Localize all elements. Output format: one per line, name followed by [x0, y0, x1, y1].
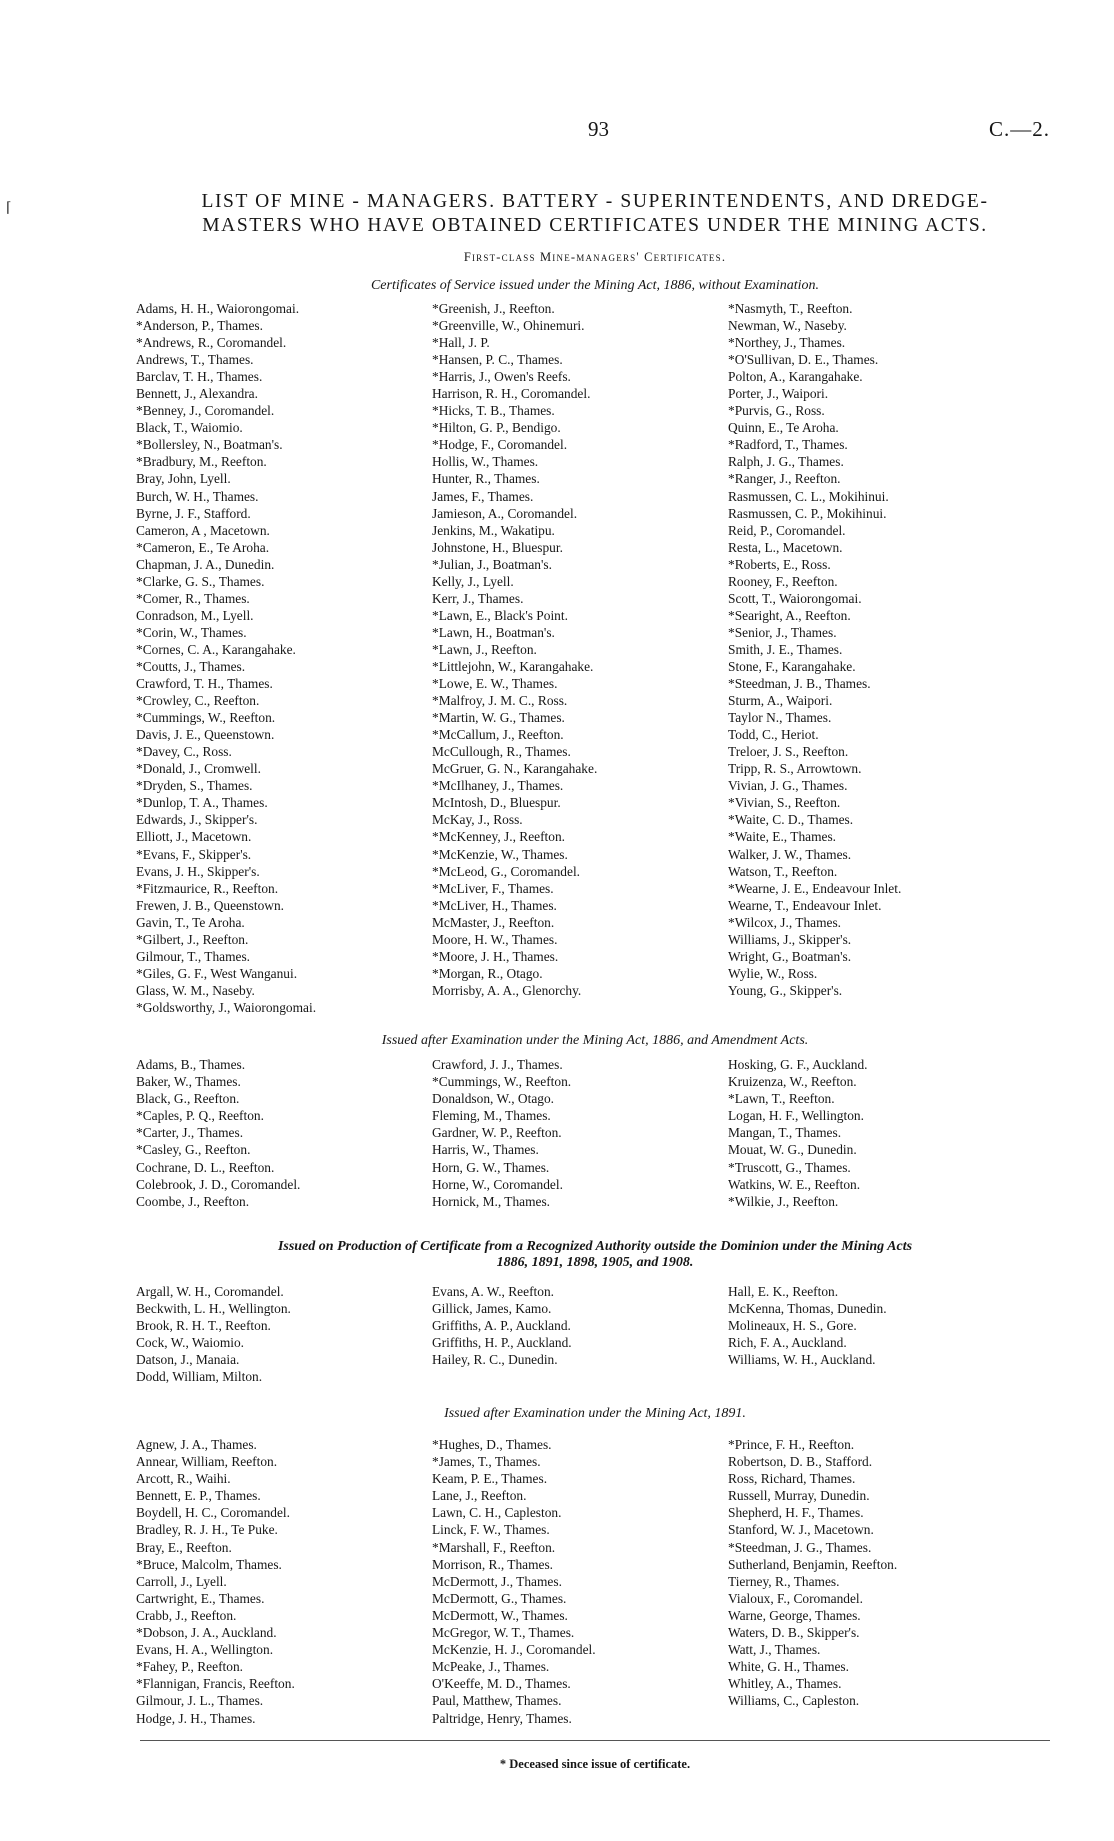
- name-entry: *Flannigan, Francis, Reefton.: [136, 1676, 295, 1692]
- name-entry: Wright, G., Boatman's.: [728, 948, 852, 964]
- name-entry: Walker, J. W., Thames.: [728, 846, 852, 862]
- name-entry: Sutherland, Benjamin, Reefton.: [728, 1556, 898, 1572]
- name-entry: Rich, F. A., Auckland.: [728, 1335, 847, 1351]
- name-entry: McGregor, W. T., Thames.: [432, 1625, 575, 1641]
- name-entry: *Cummings, W., Reefton.: [136, 710, 276, 726]
- name-entry: Burch, W. H., Thames.: [136, 488, 259, 504]
- name-entry: Waters, D. B., Skipper's.: [728, 1625, 860, 1641]
- name-entry: Bennett, J., Alexandra.: [136, 386, 258, 402]
- name-entry: Treloer, J. S., Reefton.: [728, 744, 849, 760]
- name-entry: Conradson, M., Lyell.: [136, 607, 254, 623]
- name-entry: *Waite, E., Thames.: [728, 829, 837, 845]
- name-entry: Mangan, T., Thames.: [728, 1125, 842, 1141]
- name-entry: Barclav, T. H., Thames.: [136, 369, 263, 385]
- name-entry: McDermott, J., Thames.: [432, 1573, 562, 1589]
- name-entry: Evans, A. W., Reefton.: [432, 1284, 554, 1299]
- name-entry: *Fitzmaurice, R., Reefton.: [136, 880, 279, 896]
- name-entry: *Lawn, H., Boatman's.: [432, 624, 555, 640]
- name-entry: Todd, C., Heriot.: [728, 727, 819, 743]
- name-entry: *McLeod, G., Coromandel.: [432, 863, 581, 879]
- name-entry: Logan, H. F., Wellington.: [728, 1108, 864, 1124]
- name-entry: McKenzie, H. J., Coromandel.: [432, 1642, 596, 1658]
- name-entry: Vialoux, F., Coromandel.: [728, 1590, 863, 1606]
- name-entry: *Ranger, J., Reefton.: [728, 471, 841, 487]
- name-entry: Jamieson, A., Coromandel.: [432, 505, 578, 521]
- name-entry: Gardner, W. P., Reefton.: [432, 1125, 562, 1141]
- name-entry: Chapman, J. A., Dunedin.: [136, 556, 275, 572]
- name-entry: McMaster, J., Reefton.: [432, 914, 555, 930]
- name-entry: Paul, Matthew, Thames.: [432, 1693, 562, 1709]
- name-entry: Morrisby, A. A., Glenorchy.: [432, 982, 582, 998]
- name-entry: Ross, Richard, Thames.: [728, 1471, 856, 1487]
- name-entry: Hunter, R., Thames.: [432, 471, 540, 487]
- name-entry: Cartwright, E., Thames.: [136, 1590, 265, 1606]
- name-entry: Bray, John, Lyell.: [136, 471, 231, 487]
- name-entry: Hollis, W., Thames.: [432, 454, 539, 470]
- name-entry: *Goldsworthy, J., Waiorongomai.: [136, 999, 317, 1015]
- name-entry: *Cornes, C. A., Karangahake.: [136, 641, 296, 657]
- name-entry: Morrison, R., Thames.: [432, 1556, 554, 1572]
- name-entry: Hornick, M., Thames.: [432, 1193, 551, 1209]
- name-entry: *Lawn, T., Reefton.: [728, 1091, 835, 1107]
- name-entry: Datson, J., Manaia.: [136, 1352, 240, 1368]
- name-entry: *Malfroy, J. M. C., Ross.: [432, 693, 568, 709]
- name-entry: Bray, E., Reefton.: [136, 1539, 232, 1555]
- name-entry: Rasmussen, C. P., Mokihinui.: [728, 505, 887, 521]
- page-number: 93: [588, 117, 609, 141]
- names-column: [136, 1283, 291, 1386]
- name-entry: *Comer, R., Thames.: [136, 590, 250, 606]
- name-entry: *Bollersley, N., Boatman's.: [136, 437, 283, 453]
- name-entry: Tierney, R., Thames.: [728, 1573, 840, 1589]
- page-header: [140, 117, 1050, 147]
- name-entry: *Martin, W. G., Thames.: [432, 710, 565, 726]
- name-entry: Jenkins, M., Wakatipu.: [432, 522, 555, 538]
- heading-line-2: 1886, 1891, 1898, 1905, and 1908.: [496, 1255, 694, 1270]
- title-line-1: LIST OF MINE - MANAGERS. BATTERY - SUPERINTENDENTS, AND DREDGE-: [201, 191, 989, 212]
- names-column: [432, 1283, 572, 1368]
- name-entry: Mouat, W. G., Dunedin.: [728, 1142, 857, 1158]
- name-entry: Horn, G. W., Thames.: [432, 1159, 550, 1175]
- name-entry: *Marshall, F., Reefton.: [432, 1539, 556, 1555]
- name-entry: *Hughes, D., Thames.: [432, 1437, 552, 1452]
- name-entry: Harris, W., Thames.: [432, 1142, 539, 1158]
- name-entry: *Carter, J., Thames.: [136, 1125, 244, 1141]
- name-entry: *Cummings, W., Reefton.: [432, 1074, 572, 1090]
- name-entry: Paltridge, Henry, Thames.: [432, 1710, 572, 1726]
- name-entry: Black, T., Waiomio.: [136, 420, 243, 436]
- name-entry: *Hilton, G. P., Bendigo.: [432, 420, 561, 436]
- names-column: [432, 1056, 571, 1210]
- name-entry: McIntosh, D., Bluespur.: [432, 795, 561, 811]
- margin-mark: ⌈: [6, 201, 12, 216]
- name-entry: *Evans, F., Skipper's.: [136, 846, 252, 862]
- name-entry: Edwards, J., Skipper's.: [136, 812, 258, 828]
- name-entry: *Cameron, E., Te Aroha.: [136, 539, 270, 555]
- name-entry: White, G. H., Thames.: [728, 1659, 849, 1675]
- name-entry: *Coutts, J., Thames.: [136, 658, 246, 674]
- name-entry: *Fahey, P., Reefton.: [136, 1659, 243, 1675]
- name-entry: *Andrews, R., Coromandel.: [136, 335, 287, 351]
- name-entry: *Bruce, Malcolm, Thames.: [136, 1556, 282, 1572]
- name-entry: *Lawn, J., Reefton.: [432, 641, 537, 657]
- name-entry: *Searight, A., Reefton.: [728, 607, 851, 623]
- footnote: * Deceased since issue of certificate.: [499, 1757, 691, 1771]
- name-entry: Colebrook, J. D., Coromandel.: [136, 1176, 301, 1192]
- name-entry: *Julian, J., Boatman's.: [432, 556, 552, 572]
- name-entry: *Lawn, E., Black's Point.: [432, 607, 568, 623]
- name-entry: Vivian, J. G., Thames.: [728, 778, 848, 794]
- name-entry: Polton, A., Karangahake.: [728, 369, 863, 385]
- name-entry: Arcott, R., Waihi.: [136, 1471, 231, 1487]
- name-entry: Coombe, J., Reefton.: [136, 1193, 250, 1209]
- name-entry: Ralph, J. G., Thames.: [728, 454, 844, 470]
- name-entry: Griffiths, H. P., Auckland.: [432, 1335, 572, 1351]
- name-entry: Wearne, T., Endeavour Inlet.: [728, 897, 882, 913]
- section-heading-recognized-authority: [130, 1239, 1060, 1271]
- name-entry: *Prince, F. H., Reefton.: [728, 1437, 855, 1452]
- names-column: [728, 1436, 897, 1710]
- name-entry: Kelly, J., Lyell.: [432, 573, 514, 589]
- name-entry: Annear, William, Reefton.: [136, 1454, 278, 1470]
- heading-line-1: Issued on Production of Certificate from a Recognized Authority outside the Dominion under the Mining Acts: [277, 1239, 913, 1254]
- name-entry: *Benney, J., Coromandel.: [136, 403, 275, 419]
- name-entry: McDermott, W., Thames.: [432, 1607, 568, 1623]
- name-entry: *Hodge, F., Coromandel.: [432, 437, 568, 453]
- names-column: [728, 1056, 868, 1210]
- name-entry: Frewen, J. B., Queenstown.: [136, 897, 285, 913]
- name-entry: *Casley, G., Reefton.: [136, 1142, 251, 1158]
- name-entry: Davis, J. E., Queenstown.: [136, 727, 275, 743]
- section-heading-service-1886: Certificates of Service issued under the Mining Act, 1886, without Examination.: [370, 278, 820, 293]
- name-entry: Harrison, R. H., Coromandel.: [432, 386, 591, 402]
- name-entry: Gilmour, J. L., Thames.: [136, 1693, 264, 1709]
- name-entry: *Morgan, R., Otago.: [432, 965, 543, 981]
- name-entry: Bennett, E. P., Thames.: [136, 1488, 261, 1504]
- name-entry: McPeake, J., Thames.: [432, 1659, 550, 1675]
- name-entry: *Purvis, G., Ross.: [728, 403, 825, 419]
- name-entry: Rooney, F., Reefton.: [728, 573, 838, 589]
- name-entry: Rasmussen, C. L., Mokihinui.: [728, 488, 889, 504]
- name-entry: Crawford, J. J., Thames.: [432, 1057, 563, 1072]
- name-entry: *Lowe, E. W., Thames.: [432, 676, 558, 692]
- name-entry: Watt, J., Thames.: [728, 1642, 821, 1658]
- name-entry: *Radford, T., Thames.: [728, 437, 848, 453]
- name-entry: *Greenish, J., Reefton.: [432, 301, 555, 316]
- name-entry: *Hicks, T. B., Thames.: [432, 403, 555, 419]
- name-entry: O'Keeffe, M. D., Thames.: [432, 1676, 571, 1692]
- name-entry: Gavin, T., Te Aroha.: [136, 914, 245, 930]
- name-entry: *McLiver, H., Thames.: [432, 897, 557, 913]
- name-entry: Horne, W., Coromandel.: [432, 1176, 563, 1192]
- name-entry: Gilmour, T., Thames.: [136, 948, 251, 964]
- name-entry: *Hansen, P. C., Thames.: [432, 352, 563, 368]
- name-entry: Black, G., Reefton.: [136, 1091, 240, 1107]
- name-entry: McKenna, Thomas, Dunedin.: [728, 1301, 887, 1317]
- names-column: [432, 300, 597, 999]
- name-entry: McDermott, G., Thames.: [432, 1590, 567, 1606]
- name-entry: *Senior, J., Thames.: [728, 624, 837, 640]
- name-entry: *Hall, J. P.: [432, 335, 490, 351]
- name-entry: Molineaux, H. S., Gore.: [728, 1318, 857, 1334]
- name-entry: Andrews, T., Thames.: [136, 352, 254, 368]
- name-entry: *Moore, J. H., Thames.: [432, 948, 559, 964]
- name-entry: Newman, W., Naseby.: [728, 318, 847, 334]
- name-entry: Lawn, C. H., Capleston.: [432, 1505, 562, 1521]
- name-entry: *McIlhaney, J., Thames.: [432, 778, 564, 794]
- name-entry: *Gilbert, J., Reefton.: [136, 931, 249, 947]
- name-entry: Whitley, A., Thames.: [728, 1676, 842, 1692]
- name-entry: *Nasmyth, T., Reefton.: [728, 301, 853, 316]
- name-entry: Elliott, J., Macetown.: [136, 829, 252, 845]
- name-entry: *Caples, P. Q., Reefton.: [136, 1108, 264, 1124]
- name-entry: Tripp, R. S., Arrowtown.: [728, 761, 862, 777]
- name-entry: *McCallum, J., Reefton.: [432, 727, 564, 743]
- name-entry: Watson, T., Reefton.: [728, 863, 838, 879]
- name-entry: Boydell, H. C., Coromandel.: [136, 1505, 290, 1521]
- name-entry: Williams, W. H., Auckland.: [728, 1352, 876, 1368]
- name-entry: Gillick, James, Kamo.: [432, 1301, 552, 1317]
- name-entry: Byrne, J. F., Stafford.: [136, 505, 251, 521]
- name-entry: Baker, W., Thames.: [136, 1074, 241, 1090]
- document-title: [130, 190, 1060, 238]
- name-entry: McKay, J., Ross.: [432, 812, 523, 828]
- name-entry: *Northey, J., Thames.: [728, 335, 846, 351]
- name-entry: Linck, F. W., Thames.: [432, 1522, 550, 1538]
- name-entry: Cock, W., Waiomio.: [136, 1335, 245, 1351]
- name-entry: *Dunlop, T. A., Thames.: [136, 795, 268, 811]
- names-column: [728, 300, 901, 999]
- name-entry: Robertson, D. B., Stafford.: [728, 1454, 873, 1470]
- name-entry: Hailey, R. C., Dunedin.: [432, 1352, 558, 1368]
- name-entry: Quinn, E., Te Aroha.: [728, 420, 839, 436]
- name-entry: *Crowley, C., Reefton.: [136, 693, 260, 709]
- name-entry: *Wilkie, J., Reefton.: [728, 1193, 839, 1209]
- name-entry: Dodd, William, Milton.: [136, 1369, 263, 1385]
- name-entry: *Anderson, P., Thames.: [136, 318, 263, 334]
- name-entry: *McLiver, F., Thames.: [432, 880, 554, 896]
- name-entry: Beckwith, L. H., Wellington.: [136, 1301, 291, 1317]
- name-entry: *McKenzie, W., Thames.: [432, 846, 568, 862]
- name-entry: Hall, E. K., Reefton.: [728, 1284, 839, 1299]
- name-entry: Cameron, A , Macetown.: [136, 522, 270, 538]
- name-entry: *Roberts, E., Ross.: [728, 556, 831, 572]
- name-entry: *Waite, C. D., Thames.: [728, 812, 854, 828]
- name-entry: *Giles, G. F., West Wanganui.: [136, 965, 298, 981]
- names-column: [728, 1283, 887, 1368]
- name-entry: *Steedman, J. B., Thames.: [728, 676, 871, 692]
- name-entry: *Wearne, J. E., Endeavour Inlet.: [728, 880, 902, 896]
- names-column: [136, 1056, 300, 1210]
- name-entry: *McKenney, J., Reefton.: [432, 829, 566, 845]
- name-entry: Lane, J., Reefton.: [432, 1488, 527, 1504]
- name-entry: *Dobson, J. A., Auckland.: [136, 1625, 277, 1641]
- document-code: C.—2.: [988, 117, 1050, 141]
- name-entry: Wylie, W., Ross.: [728, 965, 818, 981]
- name-entry: Watkins, W. E., Reefton.: [728, 1176, 861, 1192]
- name-entry: Porter, J., Waipori.: [728, 386, 829, 402]
- name-entry: *Davey, C., Ross.: [136, 744, 232, 760]
- name-entry: Williams, J., Skipper's.: [728, 931, 852, 947]
- name-entry: Hodge, J. H., Thames.: [136, 1710, 256, 1726]
- name-entry: *Littlejohn, W., Karangahake.: [432, 658, 594, 674]
- section-heading-exam-1886: Issued after Examination under the Mining Act, 1886, and Amendment Acts.: [381, 1033, 809, 1048]
- name-entry: McCullough, R., Thames.: [432, 744, 571, 760]
- name-entry: James, F., Thames.: [432, 488, 534, 504]
- name-entry: Johnstone, H., Bluespur.: [432, 539, 563, 555]
- name-entry: Taylor N., Thames.: [728, 710, 832, 726]
- name-entry: Warne, George, Thames.: [728, 1607, 861, 1623]
- name-entry: Griffiths, A. P., Auckland.: [432, 1318, 571, 1334]
- name-entry: *Dryden, S., Thames.: [136, 778, 253, 794]
- name-entry: Young, G., Skipper's.: [728, 982, 843, 998]
- name-entry: *Truscott, G., Thames.: [728, 1159, 851, 1175]
- names-column: [136, 300, 316, 1016]
- name-entry: Bradley, R. J. H., Te Puke.: [136, 1522, 278, 1538]
- name-entry: Stanford, W. J., Macetown.: [728, 1522, 874, 1538]
- section-heading-exam-1891: Issued after Examination under the Mining Act, 1891.: [444, 1406, 746, 1421]
- name-entry: *Wilcox, J., Thames.: [728, 914, 842, 930]
- name-entry: *James, T., Thames.: [432, 1454, 541, 1470]
- name-entry: Adams, H. H., Waiorongomai.: [136, 301, 300, 316]
- name-entry: Keam, P. E., Thames.: [432, 1471, 548, 1487]
- name-entry: Scott, T., Waiorongomai.: [728, 590, 862, 606]
- name-entry: Resta, L., Macetown.: [728, 539, 843, 555]
- name-entry: Agnew, J. A., Thames.: [136, 1437, 257, 1452]
- name-entry: McGruer, G. N., Karangahake.: [432, 761, 598, 777]
- names-column: [136, 1436, 295, 1727]
- name-entry: Carroll, J., Lyell.: [136, 1573, 227, 1589]
- name-entry: Russell, Murray, Dunedin.: [728, 1488, 870, 1504]
- name-entry: Sturm, A., Waipori.: [728, 693, 833, 709]
- name-entry: *Bradbury, M., Reefton.: [136, 454, 267, 470]
- document-subtitle: First-class Mine-managers' Certificates.: [463, 250, 727, 264]
- name-entry: Evans, J. H., Skipper's.: [136, 863, 260, 879]
- name-entry: *Harris, J., Owen's Reefs.: [432, 369, 571, 385]
- name-entry: *O'Sullivan, D. E., Thames.: [728, 352, 879, 368]
- name-entry: Shepherd, H. F., Thames.: [728, 1505, 864, 1521]
- name-entry: *Donald, J., Cromwell.: [136, 761, 261, 777]
- name-entry: *Greenville, W., Ohinemuri.: [432, 318, 585, 334]
- name-entry: Stone, F., Karangahake.: [728, 658, 856, 674]
- name-entry: Kerr, J., Thames.: [432, 590, 524, 606]
- name-entry: Adams, B., Thames.: [136, 1057, 246, 1072]
- name-entry: Kruizenza, W., Reefton.: [728, 1074, 857, 1090]
- name-entry: Smith, J. E., Thames.: [728, 641, 843, 657]
- names-column: [432, 1436, 596, 1727]
- name-entry: Crabb, J., Reefton.: [136, 1607, 237, 1623]
- name-entry: *Clarke, G. S., Thames.: [136, 573, 265, 589]
- name-entry: *Steedman, J. G., Thames.: [728, 1539, 872, 1555]
- name-entry: *Corin, W., Thames.: [136, 624, 247, 640]
- name-entry: Evans, H. A., Wellington.: [136, 1642, 274, 1658]
- name-entry: Glass, W. M., Naseby.: [136, 982, 255, 998]
- name-entry: Moore, H. W., Thames.: [432, 931, 558, 947]
- name-entry: Reid, P., Coromandel.: [728, 522, 846, 538]
- name-entry: *Vivian, S., Reefton.: [728, 795, 841, 811]
- name-entry: Argall, W. H., Coromandel.: [136, 1284, 284, 1299]
- name-entry: Williams, C., Capleston.: [728, 1693, 860, 1709]
- name-entry: Hosking, G. F., Auckland.: [728, 1057, 868, 1072]
- name-entry: Fleming, M., Thames.: [432, 1108, 551, 1124]
- name-entry: Crawford, T. H., Thames.: [136, 676, 273, 692]
- title-line-2: MASTERS WHO HAVE OBTAINED CERTIFICATES UNDER THE MINING ACTS.: [202, 215, 988, 236]
- name-entry: Cochrane, D. L., Reefton.: [136, 1159, 275, 1175]
- name-entry: Donaldson, W., Otago.: [432, 1091, 554, 1107]
- name-entry: Brook, R. H. T., Reefton.: [136, 1318, 271, 1334]
- footnote-rule: [140, 1740, 1050, 1741]
